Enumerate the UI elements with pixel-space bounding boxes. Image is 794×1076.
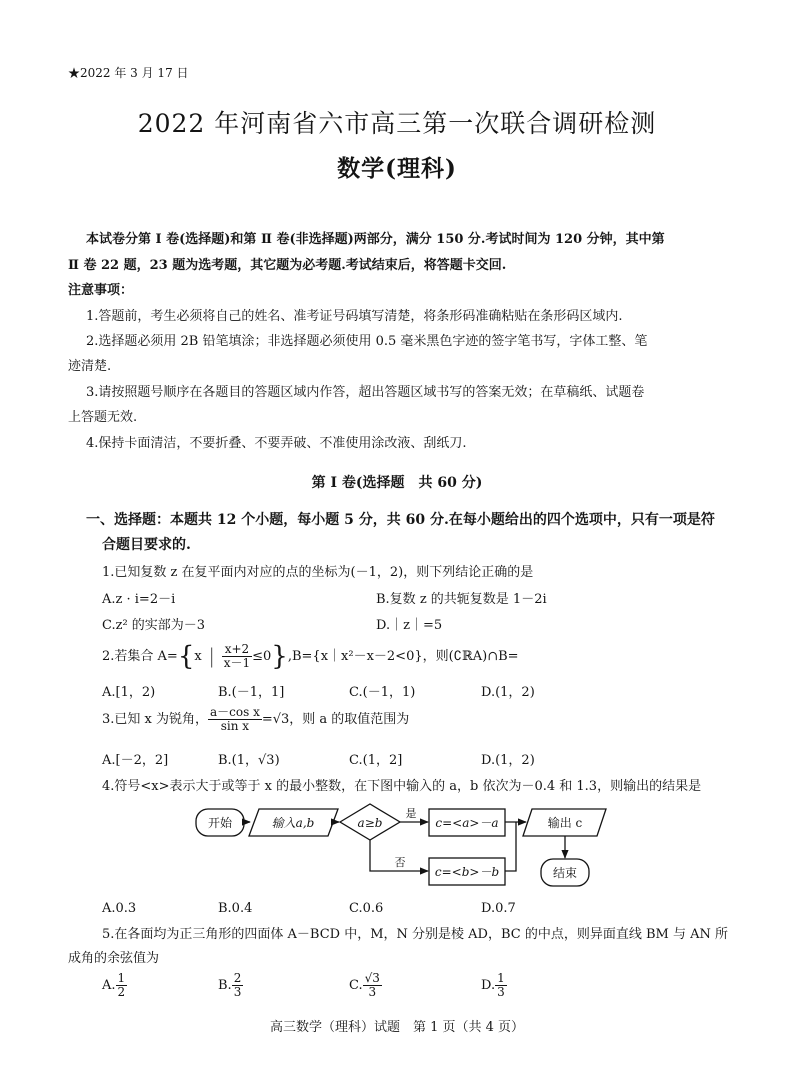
note-3: 3.请按照题号顺序在各题目的答题区域内作答，超出答题区域书写的答案无效；在草稿纸、试题卷 — [86, 385, 645, 400]
q4-option-c: C.0.6 — [349, 901, 384, 916]
q3-option-a: A.[－2，2] — [102, 753, 169, 768]
q2-stem-prefix: 2.若集合 A= — [102, 649, 178, 664]
q5-option-c-num: √3 — [364, 971, 380, 985]
q5-option-a-fraction — [116, 972, 128, 999]
q5-option-b-label: B. — [218, 978, 232, 993]
q5-option-a-den: 2 — [117, 985, 126, 999]
q2-option-c: C.(－1，1) — [349, 685, 416, 700]
intro-line-2: Ⅱ 卷 22 题，23 题为选考题，其它题为必考题.考试结束后，将答题卡交回. — [68, 258, 507, 273]
flow-no-label: 否 — [394, 856, 406, 869]
q2-stem-suffix: ,B={x｜x²－x－2<0}，则(∁ℝA)∩B= — [287, 649, 519, 664]
right-brace: } — [271, 641, 288, 672]
exam-subject: 数学(理科) — [337, 155, 457, 182]
note-3-cont: 上答题无效. — [68, 410, 138, 425]
q5-option-b-den: 3 — [233, 985, 242, 999]
q1-option-b: B.复数 z 的共轭复数是 1－2i — [376, 592, 547, 607]
q1-option-a: A.z · i=2－i — [102, 592, 176, 607]
q5-option-b — [218, 972, 243, 999]
q5-stem-line-2: 成角的余弦值为 — [68, 951, 160, 966]
q5-option-c-den: 3 — [368, 985, 377, 999]
q5-option-b-num: 2 — [233, 971, 242, 985]
q5-option-a-num: 1 — [117, 971, 126, 985]
flow-output-label: 输出 c — [547, 816, 583, 830]
flow-start-label: 开始 — [207, 816, 233, 830]
q2-fraction-denominator: x－1 — [223, 656, 251, 670]
flow-yes-label: 是 — [405, 807, 417, 820]
line-no-merge — [505, 822, 516, 871]
q5-stem-line-1: 5.在各面均为正三角形的四面体 A－BCD 中，M，N 分别是棱 AD，BC 的中点，则异面直线 BM 与 AN 所 — [102, 927, 729, 942]
q5-option-a-label: A. — [102, 978, 116, 993]
flow-end-label: 结束 — [552, 866, 578, 880]
q5-option-d-fraction — [495, 972, 507, 999]
q5-option-c-fraction — [363, 972, 382, 999]
note-2-cont: 迹清楚. — [68, 359, 112, 374]
flow-no-box-label: c=<b>－b — [434, 865, 500, 879]
q3-stem-prefix: 3.已知 x 为锐角， — [102, 712, 208, 727]
q5-option-c-label: C. — [349, 978, 363, 993]
q1-option-c: C.z² 的实部为－3 — [102, 618, 206, 633]
q4-option-b: B.0.4 — [218, 901, 253, 916]
q5-option-d-den: 3 — [497, 985, 505, 999]
flow-input-label: 输入a,b — [271, 816, 315, 830]
q2-set-variable: x — [194, 649, 202, 664]
q2-option-a: A.[1，2) — [102, 685, 156, 700]
notice-label: 注意事项： — [68, 283, 134, 298]
left-brace: { — [177, 641, 195, 672]
q5-option-b-fraction — [232, 972, 244, 999]
q5-option-d-num: 1 — [497, 971, 505, 985]
flow-decision-label: a≥b — [357, 816, 383, 830]
exam-title: 2022 年河南省六市高三第一次联合调研检测 — [137, 109, 657, 138]
note-2: 2.选择题必须用 2B 铅笔填涂；非选择题必须使用 0.5 毫米黑色字迹的签字笔书写，字体工整、笔 — [86, 334, 648, 349]
q2-fraction-numerator: x+2 — [222, 643, 252, 657]
q5-option-d — [481, 972, 507, 999]
q5-option-d-label: D. — [481, 978, 496, 993]
section-title: 第 Ⅰ 卷(选择题 共 60 分) — [311, 475, 483, 491]
q3-fraction-numerator: a－cos x — [210, 705, 260, 719]
q3-fraction-denominator: sin x — [220, 719, 250, 733]
flow-yes-box-label: c=<a>－a — [435, 816, 499, 830]
q1-option-d: D.｜z｜=5 — [376, 618, 443, 633]
q2-option-d: D.(1，2) — [481, 685, 535, 700]
q3-option-d: D.(1，2) — [481, 753, 535, 768]
q2-option-b: B.(－1，1] — [218, 685, 285, 700]
note-4: 4.保持卡面清洁，不要折叠、不要弄破、不准使用涂改液、刮纸刀. — [86, 436, 467, 451]
q2-inequality: ≤0 — [252, 649, 272, 664]
exam-date: ★2022 年 3 月 17 日 — [68, 66, 189, 80]
q5-option-c — [349, 972, 382, 999]
q3-stem-suffix: =√3，则 a 的取值范围为 — [261, 712, 410, 727]
section-instruction-1: 一、选择题：本题共 12 个小题，每小题 5 分，共 60 分.在每小题给出的四个选项中，只有一项是符 — [86, 512, 715, 528]
note-1: 1.答题前，考生必须将自己的姓名、准考证号码填写清楚，将条形码准确粘贴在条形码区域内. — [86, 309, 623, 324]
q1-stem: 1.已知复数 z 在复平面内对应的点的坐标为(－1，2)，则下列结论正确的是 — [102, 565, 534, 580]
q4-stem: 4.符号<x>表示大于或等于 x 的最小整数，在下图中输入的 a，b 依次为－0.4 和 1.3，则输出的结果是 — [102, 779, 702, 794]
set-bar: ｜ — [201, 646, 222, 670]
q4-option-d: D.0.7 — [481, 901, 516, 916]
q3-option-b: B.(1，√3) — [218, 753, 280, 768]
page-footer: 高三数学（理科）试题 第 1 页（共 4 页） — [269, 1020, 525, 1035]
q3-option-c: C.(1，2] — [349, 753, 403, 768]
q4-option-a: A.0.3 — [102, 901, 137, 916]
intro-line-1: 本试卷分第 Ⅰ 卷(选择题)和第 Ⅱ 卷(非选择题)两部分，满分 150 分.考试时间为 120 分钟，其中第 — [86, 232, 665, 247]
section-instruction-2: 合题目要求的. — [102, 537, 191, 553]
q5-option-a — [102, 972, 127, 999]
